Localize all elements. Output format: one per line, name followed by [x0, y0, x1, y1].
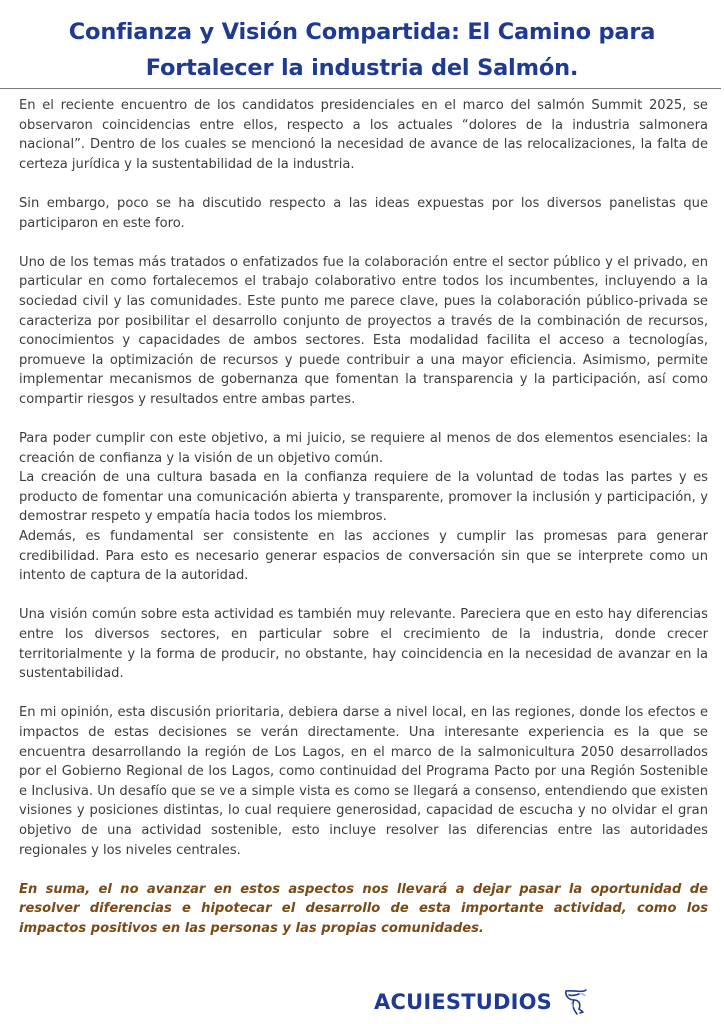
paragraph-objective: Para poder cumplir con este objetivo, a mi juicio, se requiere al menos de dos elementos esenciales: la creación de confianza y la visión de un objetivo común. — [19, 431, 708, 466]
paragraph-collaboration: Uno de los temas más tratados o enfatizados fue la colaboración entre el sector público y el privado, en particular en como fortalecemos el trabajo colaborativo entre todos los incumbentes, incluyendo a la sociedad civil y las comunidades. Este punto me parece clave, pues la colaboración público-privada se caracteriza por posibilitar el desarrollo conjunto de proyectos a través de la combinación de recursos, conocimientos y capacidades de ambos sectores. Esta modalidad facilita el acceso a tecnologías, promueve la optimización de recursos y puede contribuir a una mayor eficiencia. Asimismo, permite implementar mecanismos de gobernanza que fomentan la transparencia y la participación, así como compartir riesgos y resultados entre ambas partes. — [19, 254, 708, 407]
fish-logo-icon — [560, 987, 590, 1017]
title-divider — [0, 88, 721, 89]
brand-footer — [374, 984, 590, 1020]
paragraph-opinion: En mi opinión, esta discusión prioritaria, debiera darse a nivel local, en las regiones, donde los efectos e impactos de estas decisiones se verán directamente. Una interesante experiencia es la que se encuentra desarrollando la región de Los Lagos, en el marco de la salmonicultura 2050 desarrollados por el Gobierno Regional de los Lagos, como continuidad del Programa Pacto por una Región Sostenible e Inclusiva. Un desafío que se ve a simple vista es como se llegará a consenso, entendiendo que existen visiones y posiciones distintas, lo cual requiere generosidad, capacidad de escucha y no olvidar el gran objetivo de una actividad sostenible, esto incluye resolver las diferencias entre las autoridades regionales y los niveles centrales. — [19, 705, 708, 858]
paragraph-consistency: Además, es fundamental ser consistente en las acciones y cumplir las promesas para generar credibilidad. Para esto es necesario generar espacios de conversación sin que se interprete como un intento de captura de la autoridad. — [19, 529, 708, 584]
paragraph-trust: La creación de una cultura basada en la confianza requiere de la voluntad de todas las partes y es producto de fomentar una comunicación abierta y transparente, promover la inclusión y participación, y demostrar respeto y empatía hacia todos los miembros. — [19, 470, 708, 525]
brand-name: ACUIESTUDIOS — [374, 990, 552, 1014]
paragraph-closing: En suma, el no avanzar en estos aspectos nos llevará a dejar pasar la oportunidad de resolver diferencias e hipotecar el desarrollo de esta importante actividad, como los impactos positivos en las personas y las propias comunidades. — [19, 881, 708, 936]
paragraph-intro: En el reciente encuentro de los candidatos presidenciales en el marco del salmón Summit 2025, se observaron coincidencias entre ellos, respecto a los actuales “dolores de la industria salmonera nacional”. Dentro de los cuales se mencionó la necesidad de avance de las relocalizaciones, la falta de certeza jurídica y la sustentabilidad de la industria. — [19, 98, 708, 172]
paragraph-common-vision: Una visión común sobre esta actividad es también muy relevante. Pareciera que en esto hay diferencias entre los diversos sectores, en particular sobre el crecimiento de la industria, donde crecer territorialmente y la forma de producir, no obstante, hay coincidencia en la necesidad de avanzar en la sustentabilidad. — [19, 607, 708, 682]
document-title: Confianza y Visión Compartida: El Camino para Fortalecer la industria del Salmón. — [68, 19, 656, 81]
paragraph-discussion: Sin embargo, poco se ha discutido respecto a las ideas expuestas por los diversos panelistas que participaron en este foro. — [19, 195, 708, 231]
article-body — [19, 96, 708, 939]
